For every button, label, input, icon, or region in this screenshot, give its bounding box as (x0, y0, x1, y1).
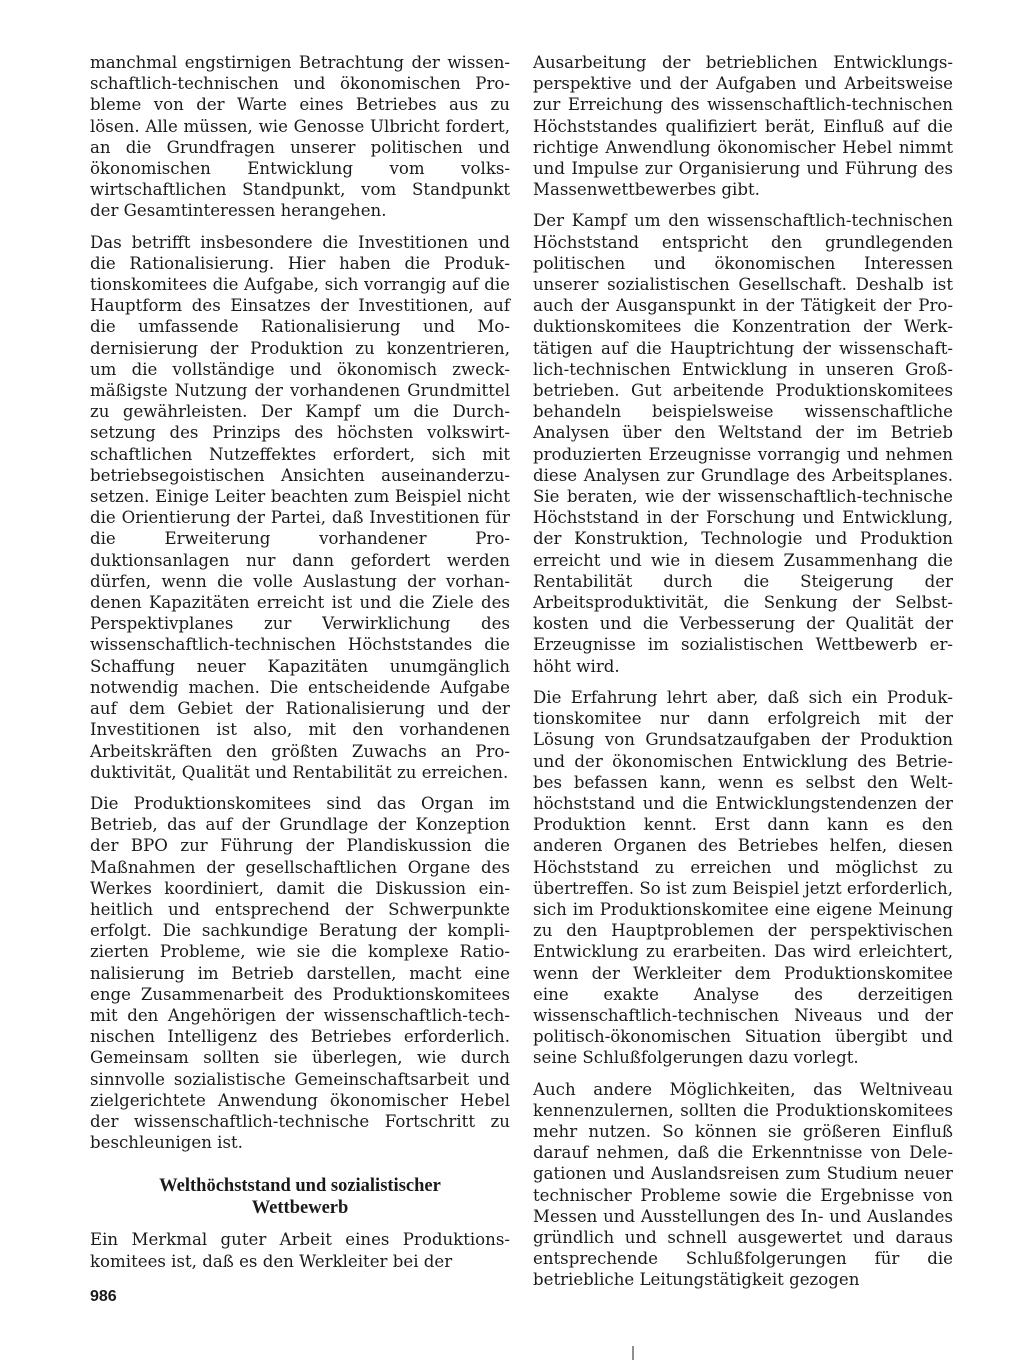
paragraph: Die Erfahrung lehrt aber, daß sich ein Produktionskomitee nur dann erfolgreich mit der Lösung von Grundsatzaufgaben der Produktion und der ökonomischen Entwicklung des Betriebes befassen kann, wenn es selbst den Welthöchststand und die Entwicklungstendenzen der Produktion kennt. Erst dann kann es den anderen Organen des Betriebes helfen, diesen Höchststand zu erreichen und möglichst zu übertreffen. So ist zum Beispiel jetzt erforderlich, sich im Produktionskomitee eine eigene Meinung zu den Hauptproblemen der perspektivischen Entwicklung zu erarbeiten. Das wird erleichtert, wenn der Werkleiter dem Produktionskomitee eine exakte Analyse des derzeitigen wissenschaftlich-technischen Niveaus und der politisch-ökonomischen Situation übergibt und seine Schlußfolgerungen dazu vorlegt. (533, 687, 953, 1068)
section-heading (90, 1175, 510, 1219)
section-heading-line-2: Wettbewerb (251, 1198, 349, 1219)
paragraph: Die Produktionskomitees sind das Organ im Betrieb, das auf der Grundlage der Konzeption der BPO zur Führung der Plandiskussion die Maßnahmen der gesellschaftlichen Organe des Werkes koordiniert, damit die Diskussion einheitlich und entsprechend der Schwerpunkte erfolgt. Die sachkundige Beratung der komplizierten Probleme, wie sie die komplexe Rationalisierung im Betrieb darstellen, macht eine enge Zusammenarbeit des Produktionskomitees mit den Angehörigen der wissenschaftlich-technischen Intelligenz des Betriebes erforderlich. Gemeinsam sollten sie überlegen, wie durch sinnvolle sozialistische Gemeinschaftsarbeit und zielgerichtete Anwendung ökonomischer Hebel der wissenschaftlich-technische Fortschritt zu beschleunigen ist. (90, 793, 510, 1153)
paragraph: Das betrifft insbesondere die Investitionen und die Rationalisierung. Hier haben die Produktionskomitees die Aufgabe, sich vorrangig auf die Hauptform des Einsatzes der Investitionen, auf die umfassende Rationalisierung und Modernisierung der Produktion zu konzentrieren, um die vollständige und ökonomisch zweckmäßigste Nutzung der vorhandenen Grundmittel zu gewährleisten. Der Kampf um die Durchsetzung des Prinzips des höchsten volkswirtschaftlichen Nutzeffektes erfordert, sich mit betriebsegoistischen Ansichten auseinanderzusetzen. Einige Leiter beachten zum Beispiel nicht die Orientierung der Partei, daß Investitionen für die Erweiterung vorhandener Produktionsanlagen nur dann gefordert werden dürfen, wenn die volle Auslastung der vorhandenen Kapazitäten erreicht ist und die Ziele des Perspektivplanes zur Verwirklichung des wissenschaftlich-technischen Höchststandes die Schaffung neuer Kapazitäten unumgänglich notwendig machen. Die entscheidende Aufgabe auf dem Gebiet der Rationalisierung und der Investitionen ist also, mit den vorhandenen Arbeitskräften den größten Zuwachs an Produktivität, Qualität und Rentabilität zu erreichen. (90, 232, 510, 782)
scan-mark (632, 1346, 634, 1360)
right-column (533, 52, 953, 1301)
paragraph: Ein Merkmal guter Arbeit eines Produktionskomitees ist, daß es den Werkleiter bei der (90, 1230, 510, 1271)
page-number: 986 (90, 1288, 117, 1305)
paragraph: manchmal engstirnigen Betrachtung der wissenschaftlich-technischen und ökonomischen Probleme von der Warte eines Betriebes aus zu lösen. Alle müssen, wie Genosse Ulbricht fordert, an die Grundfragen unserer politischen und ökonomischen Entwicklung vom volkswirtschaftlichen Standpunkt, vom Standpunkt der Gesamtinteressen herangehen. (90, 53, 510, 221)
paragraph: Auch andere Möglichkeiten, das Weltniveau kennenzulernen, sollten die Produktionskomitees mehr nutzen. So können sie größeren Einfluß darauf nehmen, daß die Erkenntnisse von Delegationen und Auslandsreisen zum Studium neuer technischer Probleme sowie die Ergebnisse von Messen und Ausstellungen des In- und Auslandes gründlich und schnell ausgewertet und daraus entsprechende Schlußfolgerungen für die betriebliche Leitungstätigkeit gezogen (533, 1079, 953, 1290)
left-column (90, 52, 510, 1282)
section-heading-line-1: Welthöchststand und sozialistischer (159, 1176, 441, 1197)
paragraph: Der Kampf um den wissenschaftlich-technischen Höchststand entspricht den grundlegenden politischen und ökonomischen Interessen unserer sozialistischen Gesellschaft. Deshalb ist auch der Ausganspunkt in der Tätigkeit der Produktionskomitees die Konzentration der Werktätigen auf die Hauptrichtung der wissenschaftlich-technischen Entwicklung in unseren Großbetrieben. Gut arbeitende Produktionskomitees behandeln beispielsweise wissenschaftliche Analysen über den Weltstand der im Betrieb produzierten Erzeugnisse vorrangig und nehmen diese Analysen zur Grundlage des Arbeitsplanes. Sie beraten, wie der wissenschaftlich-technische Höchststand in der Forschung und Entwicklung, der Konstruktion, Technologie und Produktion erreicht und wie in diesem Zusammenhang die Rentabilität durch die Steigerung der Arbeitsproduktivität, die Senkung der Selbstkosten und die Verbesserung der Qualität der Erzeugnisse im sozialistischen Wettbewerb erhöht wird. (533, 211, 953, 676)
paragraph: Ausarbeitung der betrieblichen Entwicklungsperspektive und der Aufgaben und Arbeitsweise zur Erreichung des wissenschaftlich-technischen Höchststandes qualifiziert berät, Einfluß auf die richtige Anwendlung ökonomischer Hebel nimmt und Impulse zur Organisierung und Führung des Massenwettbewerbes gibt. (533, 53, 953, 200)
